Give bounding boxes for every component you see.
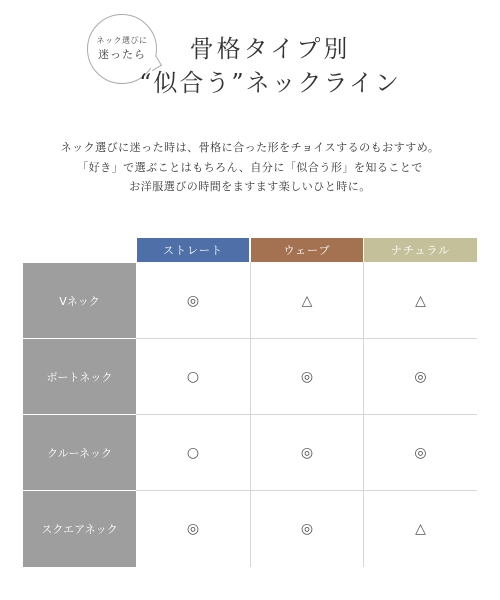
badge-line2: 迷ったら <box>98 48 146 61</box>
title-line2: “似合う”ネックライン <box>139 69 401 97</box>
intro-line: ネック選びに迷った時は、骨格に合った形をチョイスするのもおすすめ。 <box>60 141 440 154</box>
column-header-natural: ナチュラル <box>364 238 477 262</box>
rating-mark: ◎ <box>300 368 314 385</box>
intro-line: お洋服選びの時間をますます楽しいひと時に。 <box>129 180 371 193</box>
column-header-straight: ストレート <box>137 238 249 262</box>
rating-mark: ○ <box>186 444 200 461</box>
row-header-crew-neck: クルーネック <box>23 415 136 490</box>
row-header-v-neck: Vネック <box>23 263 136 338</box>
rating-mark: △ <box>301 292 313 309</box>
title-line1: 骨格タイプ別 <box>189 35 351 63</box>
rating-mark: ◎ <box>186 521 200 537</box>
rating-mark: ◎ <box>414 444 427 461</box>
rating-mark: ◎ <box>186 292 200 309</box>
rating-mark: ○ <box>186 368 200 385</box>
intro-line: 「好き」で選ぶことはもちろん、自分に「似合う形」を知ることで <box>77 160 423 174</box>
rating-mark: ◎ <box>300 444 314 461</box>
rating-mark: ◎ <box>414 368 427 385</box>
row-header-square-neck: スクエアネック <box>23 491 136 567</box>
row-header-boat-neck: ボートネック <box>23 339 136 414</box>
page-title <box>100 34 440 98</box>
rating-mark: △ <box>415 521 426 537</box>
badge-line1: ネック選びに <box>96 36 148 45</box>
column-header-wave: ウェーブ <box>251 238 363 262</box>
rating-mark: △ <box>415 292 426 309</box>
intro-text <box>0 138 500 197</box>
rating-mark: ◎ <box>300 521 314 537</box>
